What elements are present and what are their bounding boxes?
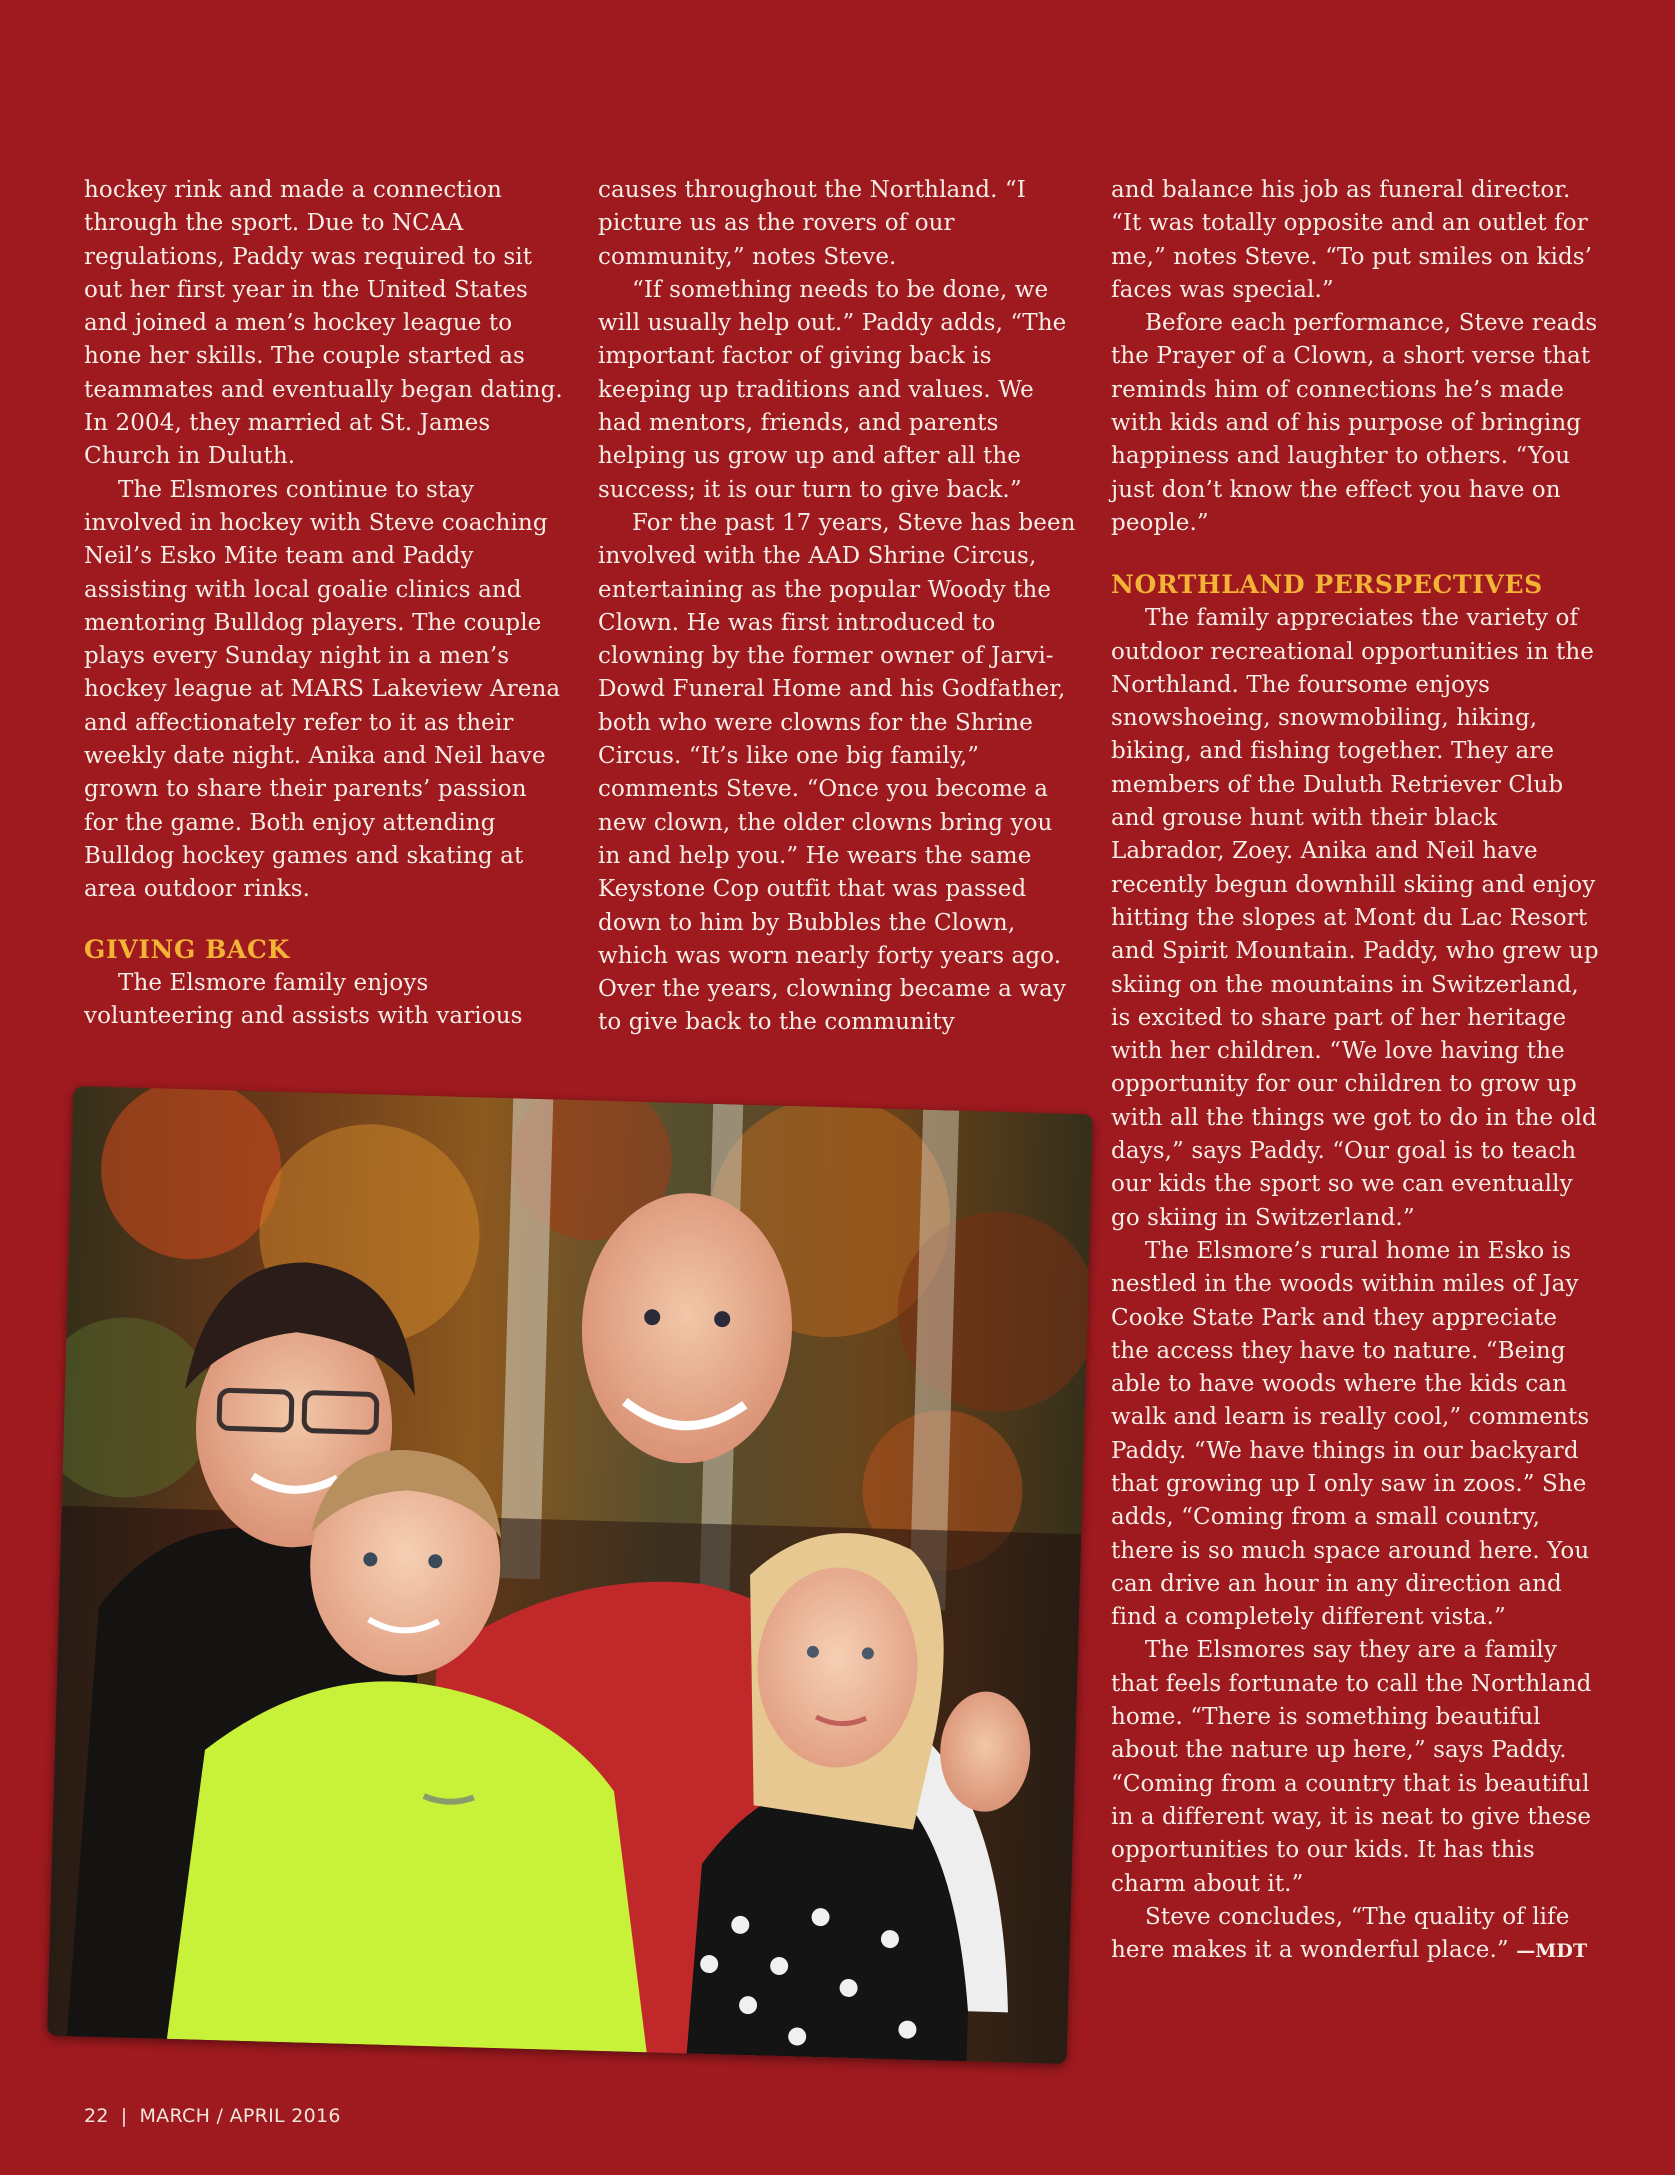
paragraph: causes throughout the Northland. “I picture us as the rovers of our community,” notes Steve. [598,177,1026,270]
issue-date: MARCH / APRIL 2016 [139,2105,341,2127]
paragraph: and balance his job as funeral director. “It was totally opposite and an outlet for me,” notes Steve. “To put smiles on kids’ faces was special.” [1111,177,1593,303]
article-column-1 [84,174,564,1033]
paragraph: The Elsmores continue to stay involved in hockey with Steve coaching Neil’s Esko Mite team and Paddy assisting with local goalie clinics and mentoring Bulldog players. The couple plays every Sunday night in a men’s hockey league at MARS Lakeview Arena and affectionately refer to it as their weekly date night. Anika and Neil have grown to share their parents’ passion for the game. Both enjoy attending Bulldog hockey games and skating at area outdoor rinks. [84,476,561,903]
section-heading-giving-back: GIVING BACK [84,934,290,964]
footer-separator: | [120,2105,128,2127]
page-footer [84,2105,341,2127]
paragraph-closing [1111,1901,1601,1969]
paragraph: “If something needs to be done, we will usually help out.” Paddy adds, “The important factor of giving back is keeping up traditions and values. We had mentors, friends, and parents helping us grow up and after all the success; it is our turn to give back.” [598,276,1067,503]
paragraph: Before each performance, Steve reads the Prayer of a Clown, a short verse that reminds him of connections he’s made with kids and of his purpose of bringing happiness and laughter to others. “You just don’t know the effect you have on people.” [1111,310,1598,536]
paragraph: The Elsmores say they are a family that feels fortunate to call the Northland home. “There is something beautiful about the nature up here,” says Paddy. “Coming from a country that is beautiful in a different way, it is neat to give these opportunities to our kids. It has this charm about it.” [1111,1637,1592,1897]
paragraph: The Elsmore family enjoys volunteering and assists with various [84,969,523,1029]
paragraph: The family appreciates the variety of outdoor recreational opportunities in the Northland. The foursome enjoys snowshoeing, snowmobiling, hiking, biking, and fishing together. They are members of the Duluth Retriever Club and grouse hunt with their black Labrador, Zoey. Anika and Neil have recently begun downhill skiing and enjoy hitting the slopes at Mont du Lac Resort and Spirit Mountain. Paddy, who grew up skiing on the mountains in Switzerland, is excited to share part of her heritage with her children. “We love having the opportunity for our children to grow up with all the things we got to do in the old days,” says Paddy. “Our goal is to teach our kids the sport so we can eventually go skiing in Switzerland.” [1111,605,1599,1231]
paragraph: hockey rink and made a connection through the sport. Due to NCAA regulations, Paddy was required to sit out her first year in the United States and joined a men’s hockey league to hone her skills. The couple started as teammates and eventually began dating. In 2004, they married at St. James Church in Duluth. [84,177,563,470]
article-column-2 [598,174,1078,1040]
article-column-3 [1111,174,1601,1968]
author-signature: —MDT [1516,1940,1588,1963]
closing-text: Steve concludes, “The quality of life here makes it a wonderful place.” [1111,1903,1570,1964]
section-heading-northland-perspectives: NORTHLAND PERSPECTIVES [1111,570,1543,600]
paragraph: For the past 17 years, Steve has been involved with the AAD Shrine Circus, entertaining as the popular Woody the Clown. He was first introduced to clowning by the former owner of Jarvi-Dowd Funeral Home and his Godfather, both who were clowns for the Shrine Circus. “It’s like one big family,” comments Steve. “Once you become a new clown, the older clowns bring you in and help you.” He wears the same Keystone Cop outfit that was passed down to him by Bubbles the Clown, which was worn nearly forty years ago. Over the years, clowning became a way to give back to the community [598,509,1076,1036]
family-photo [47,1086,1093,2064]
page-number: 22 [84,2105,109,2127]
paragraph: The Elsmore’s rural home in Esko is nestled in the woods within miles of Jay Cooke State Park and they appreciate the access they have to nature. “Being able to have woods where the kids can walk and learn is really cool,” comments Paddy. “We have things in our backyard that growing up I only saw in zoos.” She adds, “Coming from a small country, there is so much space around here. You can drive an hour in any direction and find a completely different vista.” [1111,1237,1590,1631]
